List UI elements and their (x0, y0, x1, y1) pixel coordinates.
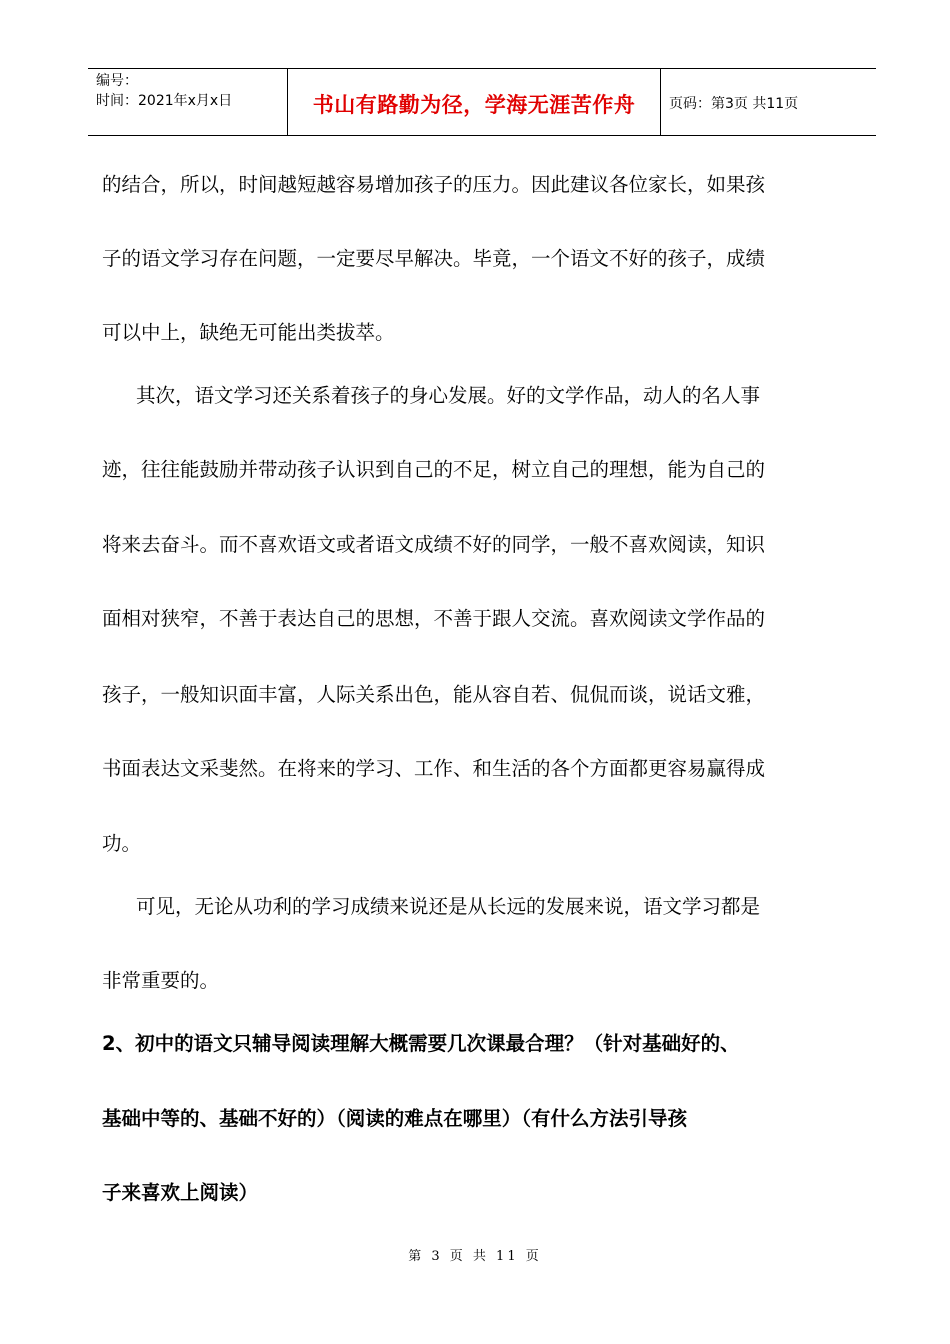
serial-label: 编号： (96, 73, 138, 89)
body-line: 将来去奋斗。而不喜欢语文或者语文成绩不好的同学，一般不喜欢阅读，知识 (102, 533, 766, 556)
body-line: 迹，往往能鼓励并带动孩子认识到自己的不足，树立自己的理想，能为自己的 (102, 458, 766, 481)
body-line: 非常重要的。 (102, 969, 220, 992)
question-heading-line: 2、初中的语文只辅导阅读理解大概需要几次课最合理？（针对基础好的、 (102, 1032, 740, 1055)
header-meta (88, 69, 288, 135)
body-line: 孩子，一般知识面丰富，人际关系出色，能从容自若、侃侃而谈，说话文雅， (102, 683, 766, 706)
body-line: 的结合，所以，时间越短越容易增加孩子的压力。因此建议各位家长，如果孩 (102, 173, 766, 196)
body-line: 可见，无论从功利的学习成绩来说还是从长远的发展来说，语文学习都是 (136, 895, 761, 918)
question-heading-line: 基础中等的、基础不好的）（阅读的难点在哪里）（有什么方法引导孩 (102, 1107, 688, 1130)
header-page-info: 页码：第3页 共11页 (669, 96, 799, 112)
body-line: 功。 (102, 832, 142, 855)
header-motto: 书山有路勤为径，学海无涯苦作舟 (288, 69, 661, 135)
page-header (88, 68, 876, 136)
time-label: 时间：2021年x月x日 (96, 93, 233, 109)
body-line: 子的语文学习存在问题，一定要尽早解决。毕竟，一个语文不好的孩子，成绩 (102, 247, 766, 270)
page-footer: 第 3 页 共 11 页 (408, 1249, 542, 1264)
body-line: 可以中上，缺绝无可能出类拔萃。 (102, 321, 395, 344)
body-line: 书面表达文采斐然。在将来的学习、工作、和生活的各个方面都更容易赢得成 (102, 757, 766, 780)
body-line: 面相对狭窄，不善于表达自己的思想，不善于跟人交流。喜欢阅读文学作品的 (102, 607, 766, 630)
body-line: 其次，语文学习还关系着孩子的身心发展。好的文学作品，动人的名人事 (136, 384, 761, 407)
question-heading-line: 子来喜欢上阅读） (102, 1181, 259, 1204)
